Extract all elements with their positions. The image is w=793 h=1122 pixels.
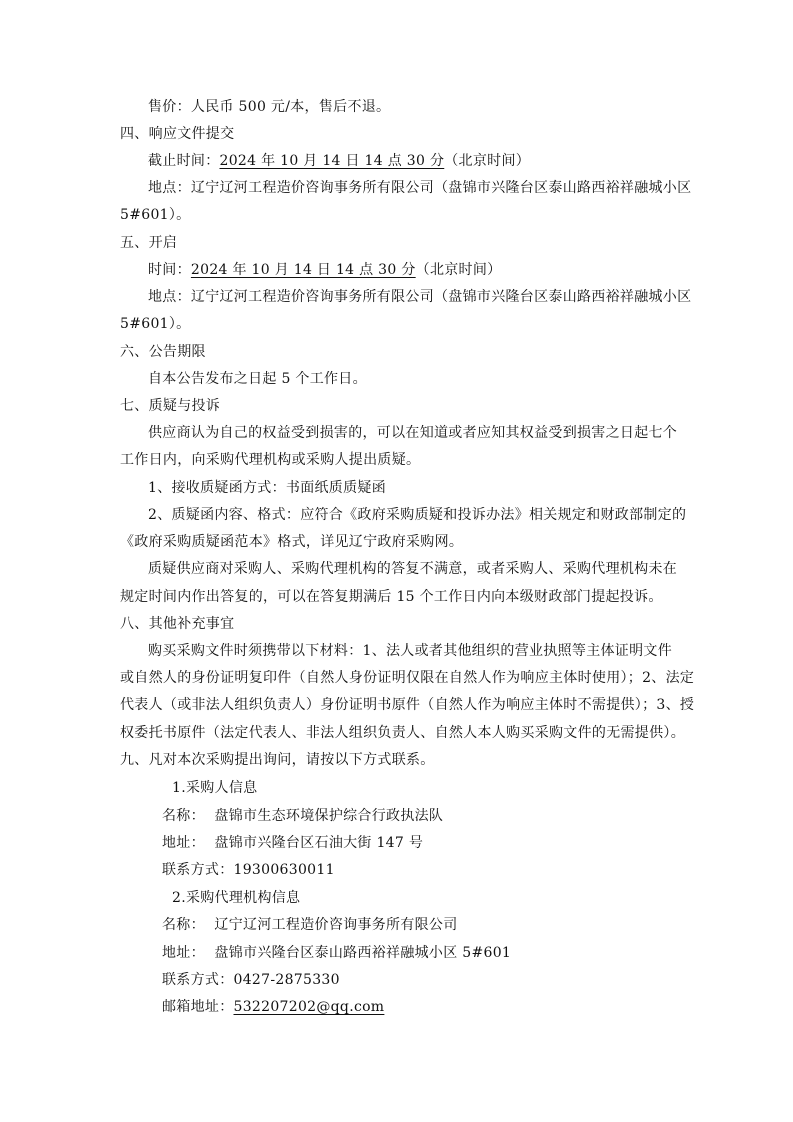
purchaser-address-line: [162, 834, 423, 852]
opening-time-note: （北京时间）: [415, 262, 502, 278]
opening-location-line1: 地点：辽宁辽河工程造价咨询事务所有限公司（盘锦市兴隆台区泰山路西裕祥融城小区: [148, 289, 692, 305]
opening-location-line2: 5#601）。: [120, 316, 191, 332]
section-8-heading: 八、其他补充事宜: [120, 616, 235, 632]
deadline-line: [148, 152, 530, 170]
supplementary-line2: 或自然人的身份证明复印件（自然人身份证明仅限在自然人作为响应主体时使用）；2、法定: [120, 670, 695, 686]
purchaser-contact-line: [162, 861, 335, 879]
section-6-heading: 六、公告期限: [120, 344, 206, 360]
complaint-para1-line2: 工作日内，向采购代理机构或采购人提出质疑。: [120, 452, 421, 468]
opening-time-label: 时间：: [148, 262, 191, 278]
purchaser-name-label: 名称：: [162, 808, 205, 824]
agency-name-line: [162, 916, 458, 934]
agency-email-link[interactable]: 532207202@qq.com: [233, 999, 385, 1015]
opening-time-value: 2024 年 10 月 14 日 14 点 30 分: [190, 262, 416, 278]
section-4-heading: 四、响应文件提交: [120, 126, 235, 142]
deadline-label: 截止时间：: [148, 153, 220, 169]
announcement-period: 自本公告发布之日起 5 个工作日。: [148, 371, 367, 387]
purchaser-contact: 19300630011: [233, 862, 335, 878]
section-9-heading: 九、凡对本次采购提出询问，请按以下方式联系。: [120, 752, 435, 768]
agency-info-title: 2.采购代理机构信息: [172, 890, 301, 906]
opening-time-line: [148, 261, 501, 279]
agency-email-line: [162, 998, 384, 1016]
section-5-heading: 五、开启: [120, 235, 178, 251]
purchaser-address-label: 地址：: [162, 835, 205, 851]
agency-name-label: 名称：: [162, 917, 205, 933]
purchaser-info-title: 1.采购人信息: [172, 780, 258, 796]
submission-location-line2: 5#601）。: [120, 207, 191, 223]
agency-address-line: [162, 944, 511, 962]
purchaser-name-line: [162, 807, 443, 825]
agency-address-label: 地址：: [162, 945, 205, 961]
purchaser-contact-label: 联系方式：: [162, 862, 234, 878]
complaint-item1: 1、接收质疑函方式：书面纸质质疑函: [148, 480, 387, 496]
agency-contact: 0427-2875330: [233, 972, 340, 988]
supplementary-line3: 代表人（或非法人组织负责人）身份证明书原件（自然人作为响应主体时不需提供）；3、授: [120, 697, 695, 713]
supplementary-line1: 购买采购文件时须携带以下材料：1、法人或者其他组织的营业执照等主体证明文件: [148, 643, 673, 659]
complaint-para2-line2: 规定时间内作出答复的，可以在答复期满后 15 个工作日内向本级财政部门提起投诉。: [120, 589, 663, 605]
agency-contact-line: [162, 971, 340, 989]
price-line: 售价：人民币 500 元/本，售后不退。: [148, 99, 391, 115]
agency-email-label: 邮箱地址：: [162, 999, 234, 1015]
supplementary-line4: 权委托书原件（法定代表人、非法人组织负责人、自然人本人购买采购文件的无需提供）。: [120, 725, 685, 741]
complaint-item2-line1: 2、质疑函内容、格式：应符合《政府采购质疑和投诉办法》相关规定和财政部制定的: [148, 507, 687, 523]
complaint-item2-line2: 《政府采购质疑函范本》格式，详见辽宁政府采购网。: [120, 534, 464, 550]
purchaser-name: 盘锦市生态环境保护综合行政执法队: [214, 808, 444, 824]
submission-location-line1: 地点：辽宁辽河工程造价咨询事务所有限公司（盘锦市兴隆台区泰山路西裕祥融城小区: [148, 180, 692, 196]
agency-address: 盘锦市兴隆台区泰山路西裕祥融城小区 5#601: [214, 945, 512, 961]
section-7-heading: 七、质疑与投诉: [120, 398, 221, 414]
purchaser-address: 盘锦市兴隆台区石油大街 147 号: [214, 835, 424, 851]
complaint-para1-line1: 供应商认为自己的权益受到损害的，可以在知道或者应知其权益受到损害之日起七个: [148, 425, 678, 441]
agency-name: 辽宁辽河工程造价咨询事务所有限公司: [214, 917, 458, 933]
agency-contact-label: 联系方式：: [162, 972, 234, 988]
complaint-para2-line1: 质疑供应商对采购人、采购代理机构的答复不满意，或者采购人、采购代理机构未在: [148, 561, 678, 577]
deadline-value: 2024 年 10 月 14 日 14 点 30 分: [219, 153, 445, 169]
deadline-note: （北京时间）: [444, 153, 531, 169]
